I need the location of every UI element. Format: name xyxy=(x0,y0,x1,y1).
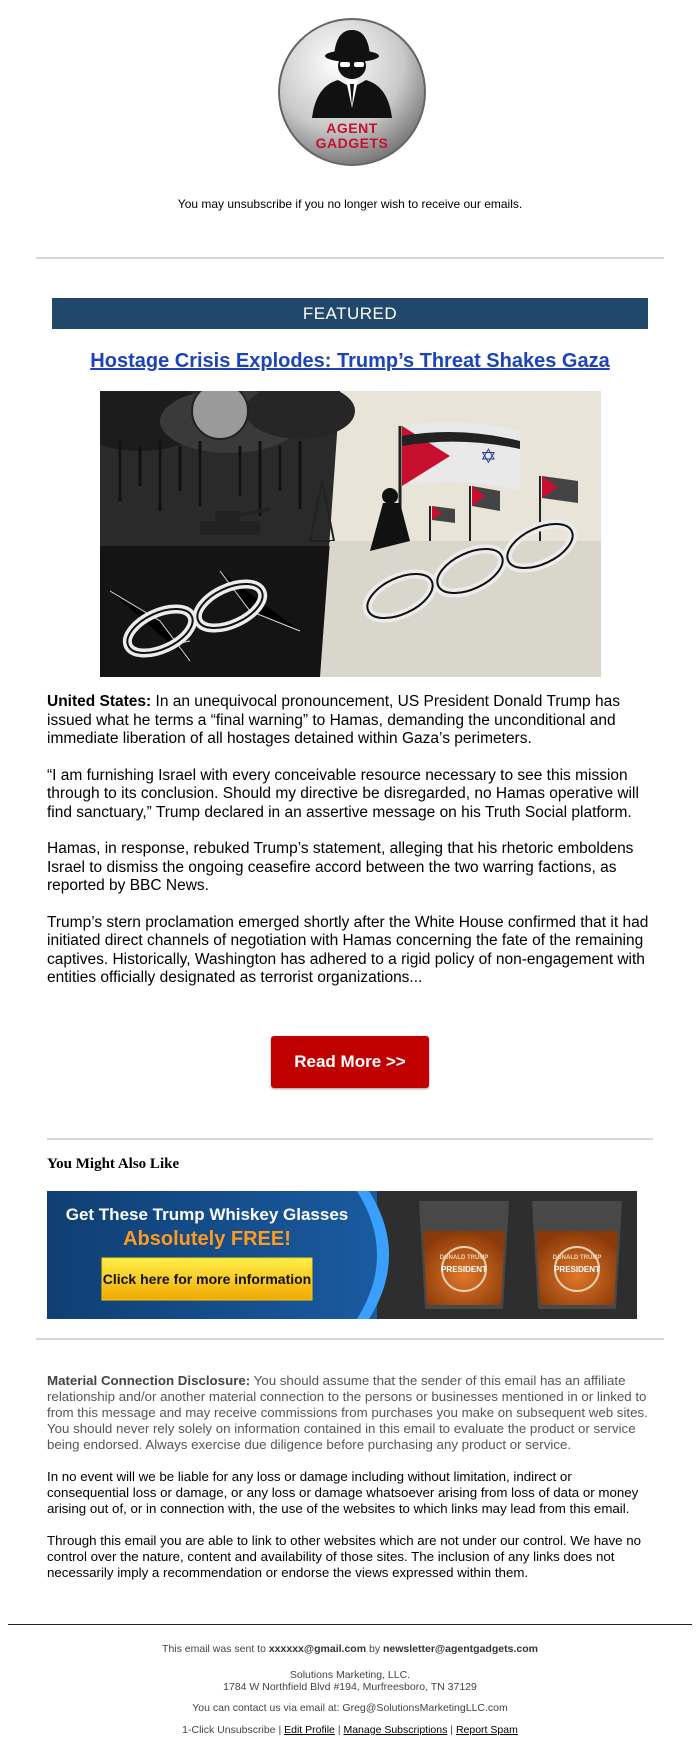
footer-company: Solutions Marketing, LLC. xyxy=(289,1669,411,1681)
promo-info-button[interactable]: Click here for more information xyxy=(102,1271,312,1287)
promo-title: Get These Trump Whiskey Glasses xyxy=(65,1205,349,1224)
article-paragraph: Trump’s stern proclamation emerged shortly after the White House confirmed that it had initiated direct channels of negotiation with Hamas concerning the fate of the remaining captives. Historically, Washington has adhered to a rigid policy of non-engagement with entities officially designated as terrorist organizations... xyxy=(47,913,649,986)
article-paragraph: United States: In an unequivocal pronouncement, US President Donald Trump has issued what he terms a “final warning” to Hamas, demanding the unconditional and immediate liberation of all hostages detained within Gaza’s perimeters. xyxy=(47,693,620,747)
footer-address: 1784 W Northfield Blvd #194, Murfreesboro, TN 37129 xyxy=(223,1681,477,1693)
read-more-button[interactable]: Read More >> xyxy=(271,1036,429,1088)
article-paragraph: “I am furnishing Israel with every conceivable resource necessary to see this mission through to its conclusion. Should my directive be disregarded, no Hamas operative will find sanctuary,” Trump declared in an assertive message on his Truth Social platform. xyxy=(47,766,639,821)
article-body xyxy=(47,693,657,1006)
footer-divider xyxy=(8,1624,692,1625)
external-links-paragraph: Through this email you are able to link to other websites which are not under our control. We have no control over the nature, content and availability of those sites. The inclusion of any links does not necessarily imply a recommendation or endorse the views expressed within them. xyxy=(47,1533,642,1580)
divider xyxy=(36,257,664,259)
hero-image[interactable] xyxy=(100,391,601,677)
disclosure-paragraph: Material Connection Disclosure: You should assume that the sender of this email has an affiliate relationship and/or another material connection to the persons or businesses mentioned in or linked to from this message and may receive commissions from purchases you make on subsequent web sites. You should never rely solely on information contained in this email to evaluate the product or service being endorsed. Always exercise due diligence before purchasing any product or service. xyxy=(47,1373,648,1452)
promo-free-text: Absolutely FREE! xyxy=(123,1228,291,1250)
logo-text-gadgets: GADGETS xyxy=(315,135,389,151)
sender-email: newsletter@agentgadgets.com xyxy=(383,1643,538,1655)
glass-label-trump: DONALD TRUMP xyxy=(552,1255,602,1261)
glass-label-president: PRESIDENT xyxy=(554,1265,600,1274)
footer-contact: You can contact us via email at: Greg@SolutionsMarketingLLC.com xyxy=(192,1702,508,1714)
glass-label-trump: DONALD TRUMP xyxy=(439,1255,489,1261)
you-might-also-like-heading: You Might Also Like xyxy=(47,1156,180,1172)
logo-text-agent: AGENT xyxy=(326,120,378,136)
disclosure-lead: Material Connection Disclosure: xyxy=(47,1373,251,1388)
recipient-email: xxxxxx@gmail.com xyxy=(268,1643,367,1655)
agent-gadgets-logo[interactable] xyxy=(276,16,428,168)
article-lead: United States: xyxy=(47,693,152,710)
featured-label: FEATURED xyxy=(52,298,648,329)
divider xyxy=(36,1338,664,1340)
footer-sent-line: This email was sent to xxxxxx@gmail.com by newsletter@agentgadgets.com xyxy=(162,1643,538,1655)
svg-text:✡: ✡ xyxy=(480,444,497,468)
glass-label-president: PRESIDENT xyxy=(441,1265,487,1274)
unsubscribe-note: You may unsubscribe if you no longer wish to receive our emails. xyxy=(177,197,523,211)
whiskey-glasses-promo-banner[interactable] xyxy=(47,1191,637,1319)
liability-paragraph: In no event will we be liable for any loss or damage including without limitation, indirect or consequential loss or damage, or any loss or damage whatsoever arising from loss of data or money arising out of, or in connection with, the use of the websites to which links may lead from this email. xyxy=(47,1469,639,1516)
manage-subscriptions-link[interactable]: Manage Subscriptions xyxy=(343,1724,448,1736)
one-click-unsubscribe-link[interactable]: 1-Click Unsubscribe xyxy=(182,1724,276,1736)
disclosure-section xyxy=(47,1373,657,1597)
report-spam-link[interactable]: Report Spam xyxy=(455,1724,518,1736)
article-paragraph: Hamas, in response, rebuked Trump’s statement, alleging that his rhetoric emboldens Israel to dismiss the ongoing ceasefire accord between the two warring factions, as reported by BBC News. xyxy=(47,840,634,894)
divider xyxy=(47,1138,653,1140)
footer-links: 1-Click Unsubscribe | Edit Profile | Manage Subscriptions | Report Spam xyxy=(182,1724,518,1736)
edit-profile-link[interactable]: Edit Profile xyxy=(284,1724,335,1736)
headline-link[interactable]: Hostage Crisis Explodes: Trump’s Threat Shakes Gaza xyxy=(90,350,610,372)
